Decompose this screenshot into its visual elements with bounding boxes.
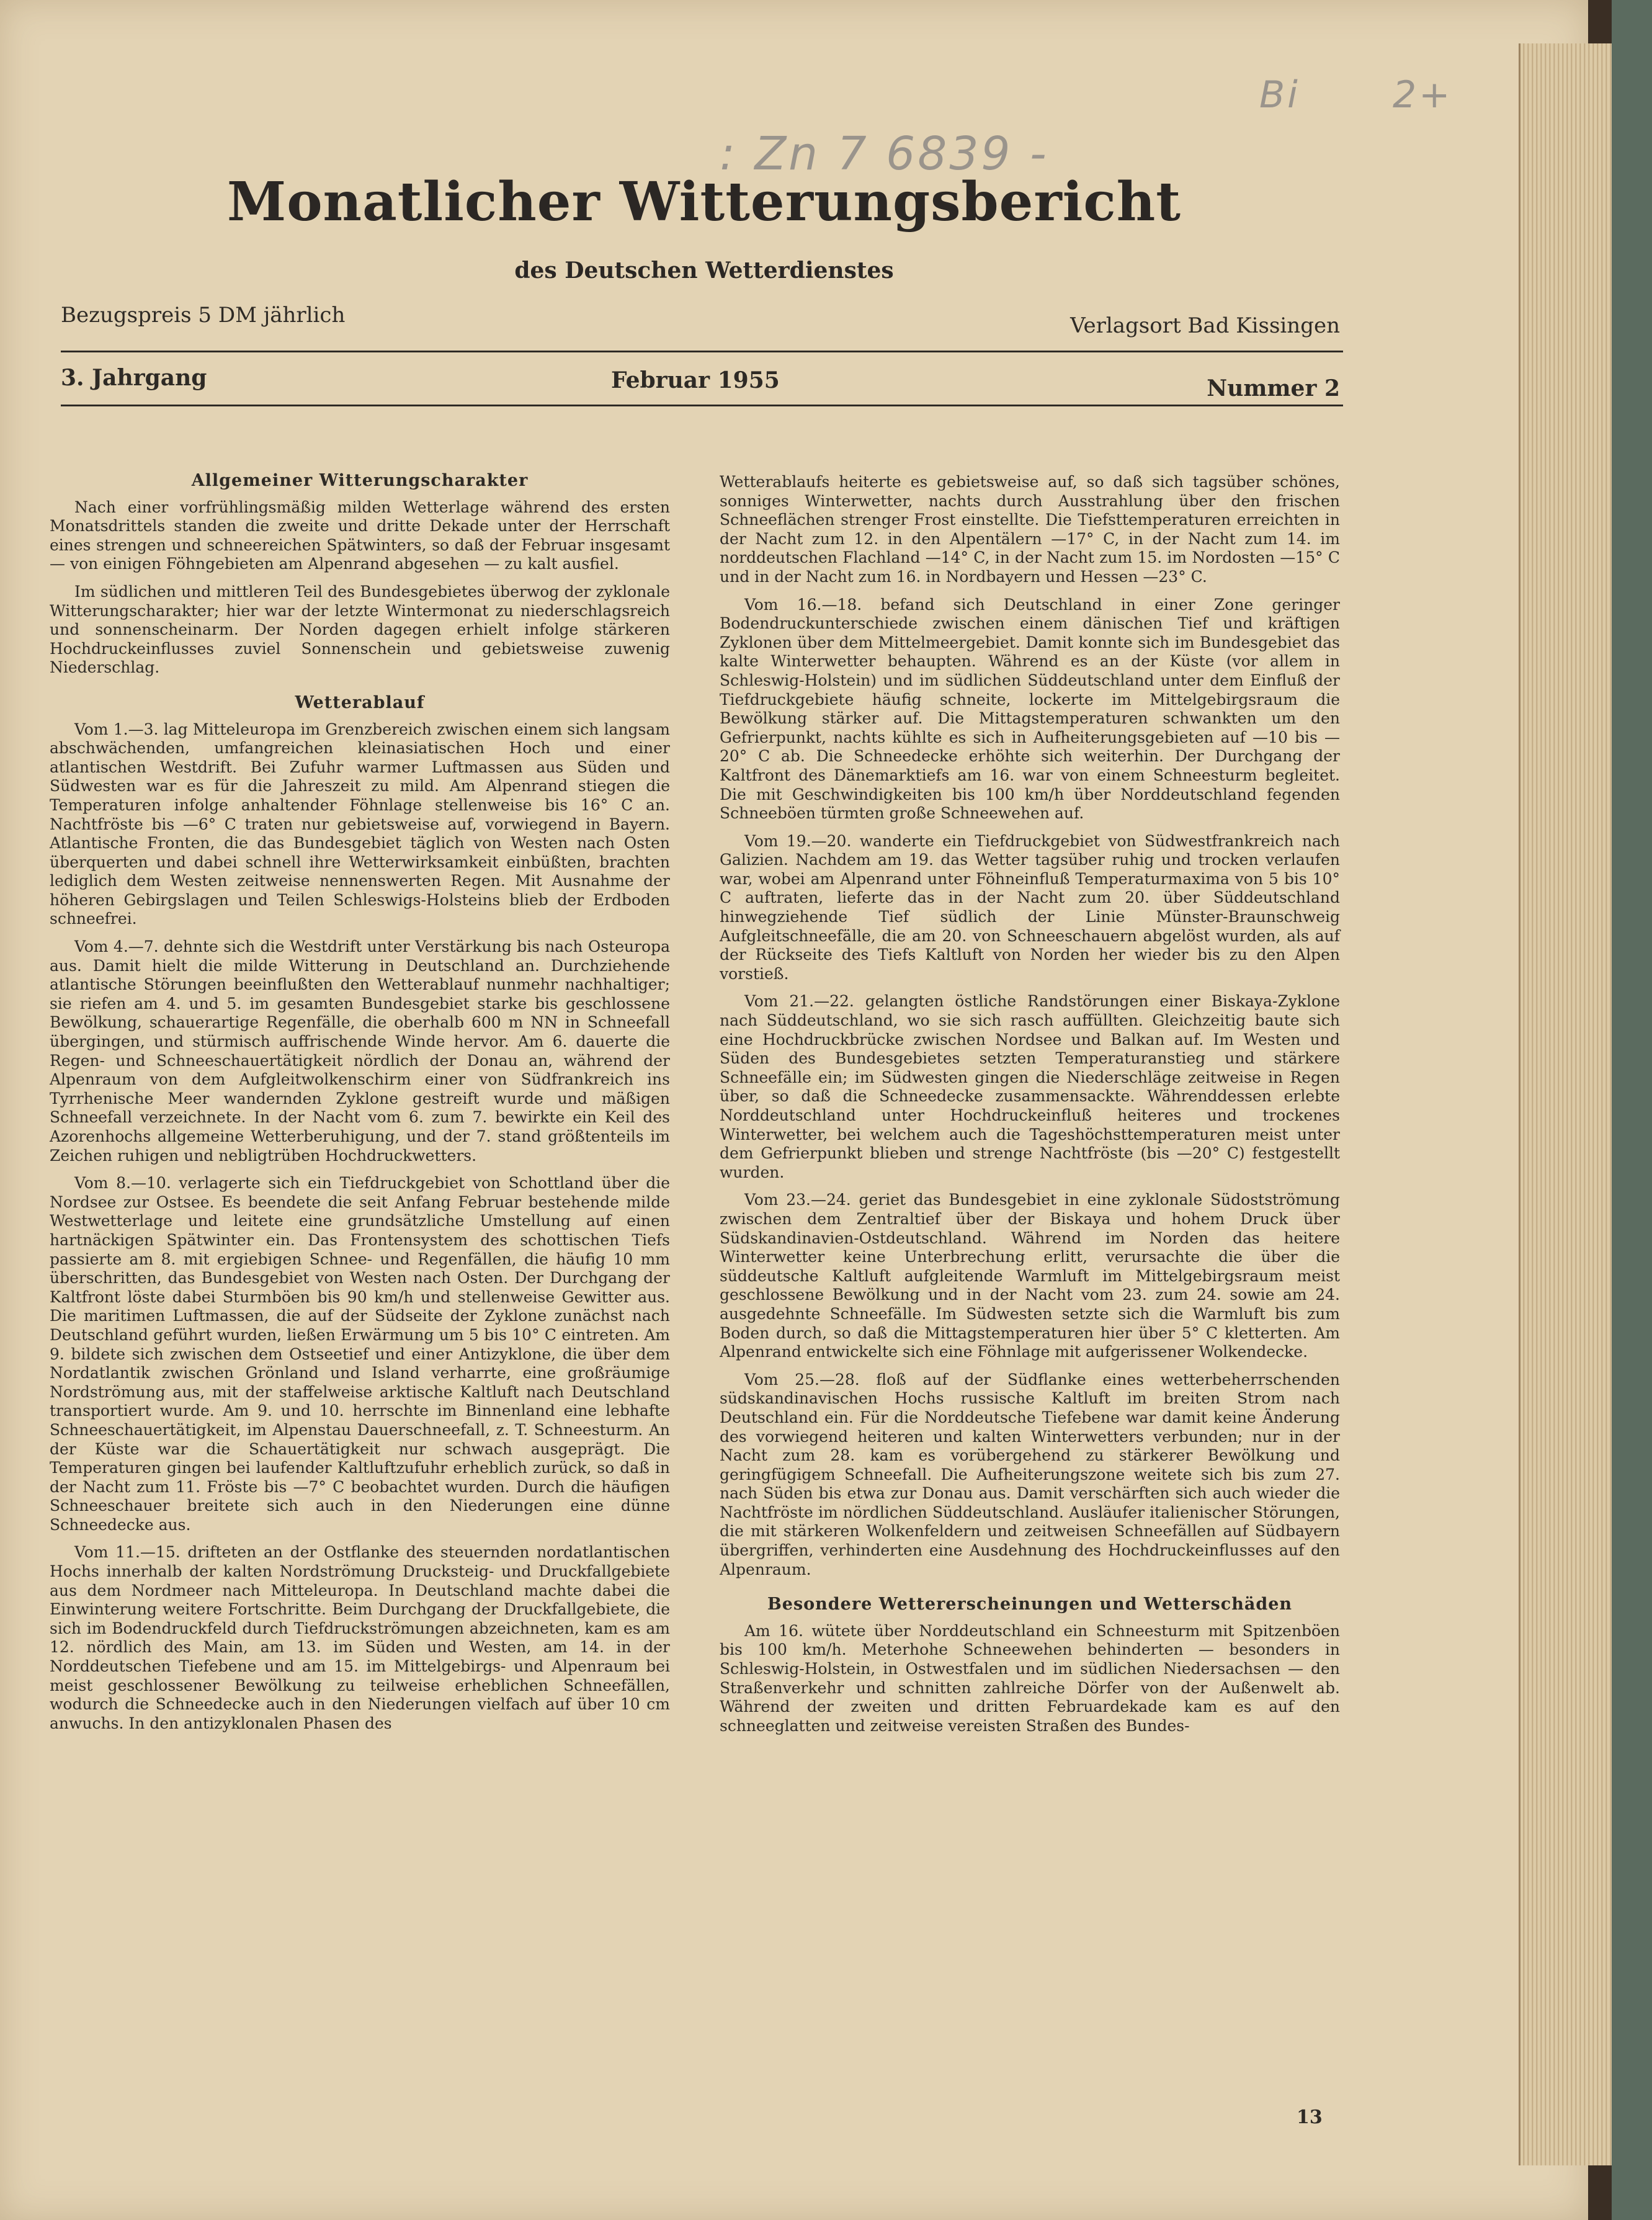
paragraph: Vom 23.—24. geriet das Bundesgebiet in eine zyklonale Südostströmung zwischen dem Zentraltief über der Biskaya und hohem Druck über Südskandinavien-Ostdeutschland. Während im Norden das heitere Winterwetter keine Unterbrechung erlitt, verursachte die über die süddeutsche Kaltluft aufgleitende Warmluft im Mittelgebirgsraum meist geschlossene Bewölkung und in der Nacht vom 23. zum 24. sowie am 24. ausgedehnte Schneefälle. Im Südwesten setzte sich die Warmluft bis zum Boden durch, so daß die Mittagstemperaturen hier über 5° C kletterten. Am Alpenrand entwickelte sich eine Föhnlage mit aufgerissener Wolkendecke. <box>720 1191 1340 1361</box>
paragraph: Vom 1.—3. lag Mitteleuropa im Grenzbereich zwischen einem sich langsam abschwächenden, umfangreichen kleinasiatischen Hoch und einer atlantischen Westdrift. Bei Zufuhr warmer Luftmassen aus Süden und Südwesten war es für die Jahreszeit zu mild. Am Alpenrand stiegen die Temperaturen infolge anhaltender Föhnlage stellenweise bis 16° C an. Nachtfröste bis —6° C traten nur gebietsweise auf, vorwiegend in Bayern. Atlantische Fronten, die das Bundesgebiet täglich von Westen nach Osten überquerten und dabei schnell ihre Wetterwirksamkeit einbüßten, brachten lediglich dem Westen zeitweise nennenswerten Regen. Mit Ausnahme der höheren Gebirgslagen und Teilen Schleswigs-Holsteins blieb der Erdboden schneefrei. <box>50 720 670 928</box>
left-column <box>50 472 670 1742</box>
volume-label: 3. Jahrgang <box>61 365 207 391</box>
section-heading-weather-course: Wetterablauf <box>295 692 425 712</box>
archive-number-annotation: : Zn 7 6839 - <box>720 127 1049 181</box>
subscription-price: Bezugspreis 5 DM jährlich <box>61 303 346 328</box>
corner-mark-annotation-2: 2+ <box>1393 73 1453 117</box>
header-rule-bottom <box>61 405 1343 406</box>
paragraph: Vom 4.—7. dehnte sich die Westdrift unter Verstärkung bis nach Osteuropa aus. Damit hielt die milde Witterung in Deutschland an. Durchziehende atlantische Störungen beeinflußten den Wetterablauf nunmehr nachhaltiger; sie riefen am 4. und 5. im gesamten Bundesgebiet starke bis geschlossene Bewölkung, schauerartige Regenfälle, die oberhalb 600 m NN in Schneefall übergingen, und stürmisch auffrischende Winde hervor. Am 6. dauerte die Regen- und Schneeschauertätigkeit nördlich der Donau an, während der Alpenraum von dem Aufgleitwolkenschirm einer von Südfrankreich ins Tyrrhenische Meer wandernden Zyklone gestreift wurde und mäßigen Schneefall verzeichnete. In der Nacht vom 6. zum 7. bewirkte ein Keil des Azorenhochs allgemeine Wetterberuhigung, und der 7. stand größtenteils im Zeichen ruhigen und nebligtrüben Hochdruckwetters. <box>50 938 670 1165</box>
paragraph: Nach einer vorfrühlingsmäßig milden Wetterlage während des ersten Monatsdrittels standen die zweite und dritte Dekade unter der Herrschaft eines strengen und schneereichen Spätwinters, so daß der Februar insgesamt — von einigen Föhngebieten am Alpenrand abgesehen — zu kalt ausfiel. <box>50 498 670 573</box>
section-heading-special-phenomena: Besondere Wettererscheinungen und Wetterschäden <box>767 1595 1293 1614</box>
issue-number: Nummer 2 <box>1207 375 1340 401</box>
page-edges <box>1519 43 1614 2165</box>
paragraph: Vom 16.—18. befand sich Deutschland in einer Zone geringer Bodendruckunterschiede zwischen einem dänischen Tief und kräftigen Zyklonen über dem Mittelmeergebiet. Damit konnte sich im Bundesgebiet das kalte Winterwetter behaupten. Während es an der Küste (vor allem in Schleswig-Holstein) und im südlichen Süddeutschland unter dem Einfluß der Tiefdruckgebiete häufig schneite, lockerte im Mittelgebirgsraum die Bewölkung stärker auf. Die Mittagstemperaturen schwankten um den Gefrierpunkt, nachts kühlte es sich in Aufheiterungsgebieten auf —10 bis —20° C ab. Die Schneedecke erhöhte sich weiterhin. Der Durchgang der Kaltfront des Dänemarktiefs am 16. war von einem Schneesturm begleitet. Die mit Geschwindigkeiten bis 100 km/h über Norddeutschland fegenden Schneeböen türmten große Schneewehen auf. <box>720 595 1340 823</box>
masthead-title: Monatlicher Witterungsbericht <box>227 171 1181 233</box>
paragraph: Wetterablaufs heiterte es gebietsweise auf, so daß sich tagsüber schönes, sonniges Winterwetter, nachts durch Ausstrahlung über den frischen Schneeflächen strenger Frost einstellte. Die Tiefsttemperaturen erreichten in der Nacht zum 12. in den Alpentälern —17° C, in der Nacht zum 14. im norddeutschen Flachland —14° C, in der Nacht zum 15. im Nordosten —15° C und in der Nacht zum 16. in Nordbayern und Hessen —23° C. <box>720 473 1340 586</box>
paragraph: Vom 21.—22. gelangten östliche Randstörungen einer Biskaya-Zyklone nach Süddeutschland, wo sie sich rasch auffüllten. Gleichzeitig baute sich eine Hochdruckbrücke zwischen Nordsee und Balkan auf. Im Westen und Süden des Bundesgebietes setzten Temperaturanstieg und stärkere Schneefälle ein; im Südwesten gingen die Niederschläge zeitweise in Regen über, so daß die Schneedecke zusammensackte. Währenddessen erlebte Norddeutschland unter Hochdruckeinfluß heiteres und trockenes Winterwetter, bei welchem auch die Tageshöchsttemperaturen meist unter dem Gefrierpunkt blieben und strenge Nachtfröste (bis —20° C) festgestellt wurden. <box>720 992 1340 1181</box>
page-number: 13 <box>1297 2106 1323 2128</box>
publisher-place: Verlagsort Bad Kissingen <box>1070 313 1340 338</box>
paragraph: Vom 25.—28. floß auf der Südflanke eines wetterbeherrschenden südskandinavischen Hochs russische Kaltluft im breiten Strom nach Deutschland ein. Für die Norddeutsche Tiefebene war damit keine Änderung des vorwiegend heiteren und kalten Winterwetters verbunden; nur in der Nacht zum 28. kam es vorübergehend zu stärkerer Bewölkung und geringfügigem Schneefall. Die Aufheiterungszone weitete sich bis zum 27. nach Süden bis etwa zur Donau aus. Damit verschärften sich auch wieder die Nachtfröste im nördlichen Süddeutschland. Ausläufer italienischer Störungen, die mit stärkeren Wolkenfeldern und zeitweisen Schneefällen auf Südbayern übergriffen, verhinderten eine Ausdehnung des Hochdruckeinflusses auf den Alpenraum. <box>720 1370 1340 1578</box>
paragraph: Vom 19.—20. wanderte ein Tiefdruckgebiet von Südwestfrankreich nach Galizien. Nachdem am 19. das Wetter tagsüber ruhig und trocken verlaufen war, wobei am Alpenrand unter Föhneinfluß Temperaturmaxima von 5 bis 10° C auftraten, lieferte das in der Nacht zum 20. über Süddeutschland hinwegziehende Tief südlich der Linie Münster-Braunschweig Aufgleitschneefälle, die am 20. von Schneeschauern abgelöst wurden, als auf der Rückseite des Tiefs Kaltluft von Norden her wieder bis zu den Alpen vorstieß. <box>720 831 1340 983</box>
paragraph: Am 16. wütete über Norddeutschland ein Schneesturm mit Spitzenböen bis 100 km/h. Meterhohe Schneewehen behinderten — besonders in Schleswig-Holstein, in Ostwestfalen und im südlichen Niedersachsen — den Straßenverkehr und schnitten zahlreiche Dörfer von der Außenwelt ab. Während der zweiten und dritten Februardekade kam es auf den schneeglatten und zeitweise vereisten Straßen des Bundes- <box>720 1621 1340 1735</box>
paragraph: Vom 11.—15. drifteten an der Ostflanke des steuernden nordatlantischen Hochs innerhalb der kalten Nordströmung Drucksteig- und Druckfallgebiete aus dem Nordmeer nach Mitteleuropa. In Deutschland machte dabei die Einwinterung weitere Fortschritte. Beim Durchgang der Druckfallgebiete, die sich im Bodendruckfeld durch Tiefdruckströmungen abzeichneten, kam es am 12. nördlich des Main, am 13. im Süden und Westen, am 14. in der Norddeutschen Tiefebene und am 15. im Mittelgebirgs- und Alpenraum bei meist geschlossener Bewölkung zu teilweise erheblichen Schneefällen, wodurch die Schneedecke auch in den Niederungen vielfach auf über 10 cm anwuchs. In den antizyklonalen Phasen des <box>50 1543 670 1732</box>
right-column <box>720 473 1340 1744</box>
issue-date: Februar 1955 <box>611 367 780 393</box>
paragraph: Im südlichen und mittleren Teil des Bundesgebietes überwog der zyklonale Witterungscharakter; hier war der letzte Wintermonat zu niederschlagsreich und sonnenscheinarm. Der Norden dagegen erhielt infolge stärkeren Hochdruckeinflusses zuviel Sonnenschein und gebietsweise zuwenig Niederschlag. <box>50 582 670 677</box>
header-rule-top <box>61 351 1343 352</box>
corner-mark-annotation: Bi <box>1259 73 1300 117</box>
section-heading-general-character: Allgemeiner Witterungscharakter <box>191 471 529 490</box>
paragraph: Vom 8.—10. verlagerte sich ein Tiefdruckgebiet von Schottland über die Nordsee zur Ostsee. Es beendete die seit Anfang Februar bestehende milde Westwetterlage und leitete eine grundsätzliche Umstellung auf einen hartnäckigen Spätwinter ein. Das Frontensystem des schottischen Tiefs passierte am 8. mit ergiebigen Schnee- und Regenfällen, die häufig 10 mm überschritten, das Bundesgebiet von Westen nach Osten. Der Durchgang der Kaltfront löste dabei Sturmböen bis 90 km/h und stellenweise Gewitter aus. Die maritimen Luftmassen, die auf der Südseite der Zyklone zunächst nach Deutschland geführt wurden, ließen Erwärmung um 5 bis 10° C eintreten. Am 9. bildete sich zwischen dem Ostseetief und einer Antizyklone, die über dem Nordatlantik zwischen Grönland und Island verharrte, eine großräumige Nordströmung aus, mit der staffelweise arktische Kaltluft nach Deutschland transportiert wurde. Am 9. und 10. herrschte im Binnenland eine lebhafte Schneeschauertätigkeit, im Alpenstau Dauerschneefall, z. T. Schneesturm. An der Küste war die Schauertätigkeit nur schwach ausgeprägt. Die Temperaturen gingen bei laufender Kaltluftzufuhr erheblich zurück, so daß in der Nacht zum 11. Fröste bis —7° C beobachtet wurden. Durch die häufigen Schneeschauer breitete sich auch in den Niederungen eine dünne Schneedecke aus. <box>50 1174 670 1534</box>
book-spine <box>1612 0 1652 2220</box>
masthead-subtitle: des Deutschen Wetterdienstes <box>514 257 894 284</box>
